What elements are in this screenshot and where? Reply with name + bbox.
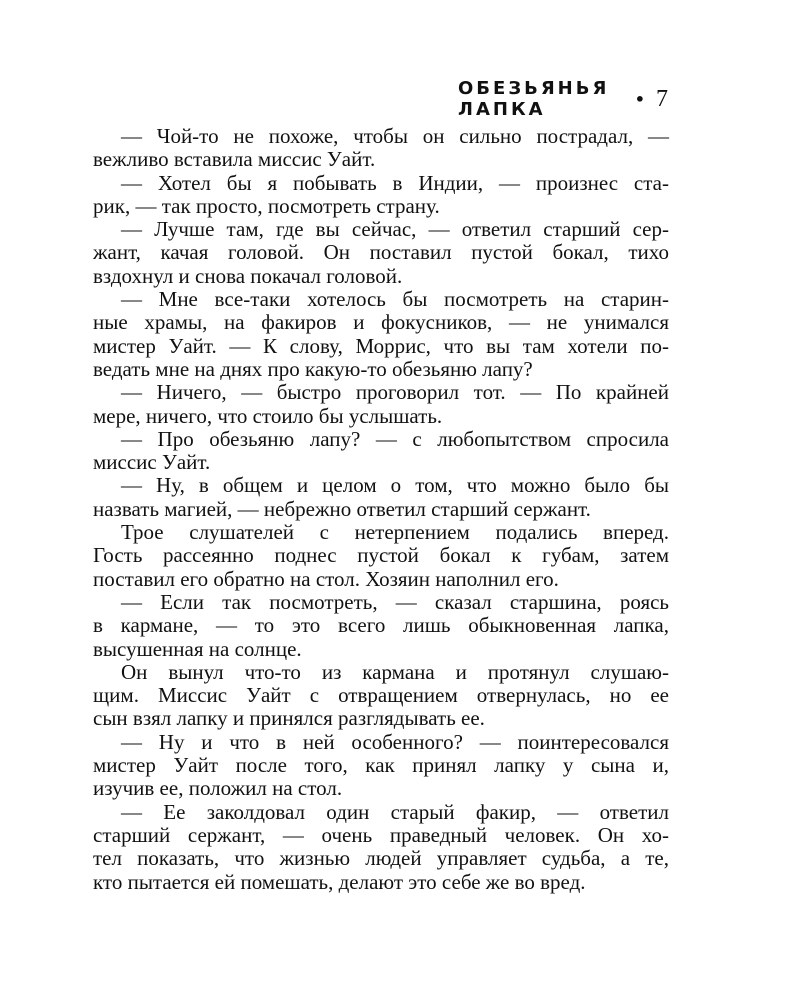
text-line: назвать магией, — небрежно ответил старший сержант. <box>93 496 591 521</box>
text-line: — Лучше там, где вы сейчас, — ответил старший сер- <box>121 217 669 242</box>
text-line: — Ну, в общем и целом о том, что можно было бы <box>121 473 669 498</box>
text-line: мистер Уайт. — К слову, Моррис, что вы там хотели по- <box>93 333 669 358</box>
text-line: мистер Уайт после того, как принял лапку у сына и, <box>93 753 669 778</box>
text-line: рик, — так просто, посмотреть страну. <box>93 193 440 218</box>
paragraph <box>93 172 669 219</box>
paragraph <box>93 521 669 591</box>
text-line: вежливо вставила миссис Уайт. <box>93 147 376 172</box>
text-line: — Хотел бы я побывать в Индии, — произнес ста- <box>121 170 669 195</box>
paragraph <box>93 288 669 381</box>
text-line: изучив ее, положил на стол. <box>93 776 343 801</box>
text-line: Он вынул что-то из кармана и протянул слушаю- <box>121 659 669 684</box>
text-line: — Ну и что в ней особенного? — поинтересовался <box>121 729 669 754</box>
paragraph <box>93 381 669 428</box>
paragraph <box>93 801 669 894</box>
text-line: жант, качая головой. Он поставил пустой бокал, тихо <box>93 240 669 265</box>
text-line: Трое слушателей с нетерпением подались вперед. <box>121 520 669 545</box>
text-line: высушенная на солнце. <box>93 636 302 661</box>
text-line: ведать мне на днях про какую-то обезьяню лапу? <box>93 356 533 381</box>
text-line: — Мне все-таки хотелось бы посмотреть на старин- <box>121 287 669 312</box>
text-line: тел показать, что жизнью людей управляет судьба, а те, <box>93 846 669 871</box>
text-line: — Про обезьяню лапу? — с любопытством спросила <box>121 426 669 451</box>
text-line: щим. Миссис Уайт с отвращением отвернулась, но ее <box>93 683 669 708</box>
paragraph <box>93 661 669 731</box>
paragraph <box>93 731 669 801</box>
running-title: ОБЕЗЬЯНЬЯ ЛАПКА <box>458 78 610 120</box>
paragraph <box>93 125 669 172</box>
text-line: сын взял лапку и принялся разглядывать ее. <box>93 706 485 731</box>
text-line: — Чой-то не похоже, чтобы он сильно пострадал, — <box>121 124 669 148</box>
paragraph <box>93 218 669 288</box>
body-text <box>93 125 669 894</box>
page-number: 7 <box>656 85 668 112</box>
text-line: поставил его обратно на стол. Хозяин наполнил его. <box>93 566 559 591</box>
text-line: старший сержант, — очень праведный человек. Он хо- <box>93 822 669 847</box>
text-line: — Ее заколдовал один старый факир, — ответил <box>121 799 669 824</box>
paragraph <box>93 428 669 475</box>
text-line: мере, ничего, что стоило бы услышать. <box>93 403 443 428</box>
text-line: ные храмы, на факиров и фокусников, — не унимался <box>93 310 669 335</box>
paragraph <box>93 474 669 521</box>
bullet-separator: • <box>634 89 648 109</box>
text-line: Гость рассеянно поднес пустой бокал к губам, затем <box>93 543 669 568</box>
running-head <box>458 78 668 120</box>
text-line: — Ничего, — быстро проговорил тот. — По крайней <box>121 380 669 405</box>
text-line: — Если так посмотреть, — сказал старшина, роясь <box>121 589 669 614</box>
text-line: в кармане, — то это всего лишь обыкновенная лапка, <box>93 613 669 638</box>
text-line: вздохнул и снова покачал головой. <box>93 263 403 288</box>
text-line: кто пытается ей помешать, делают это себе же во вред. <box>93 869 586 894</box>
text-line: миссис Уайт. <box>93 450 211 475</box>
paragraph <box>93 591 669 661</box>
